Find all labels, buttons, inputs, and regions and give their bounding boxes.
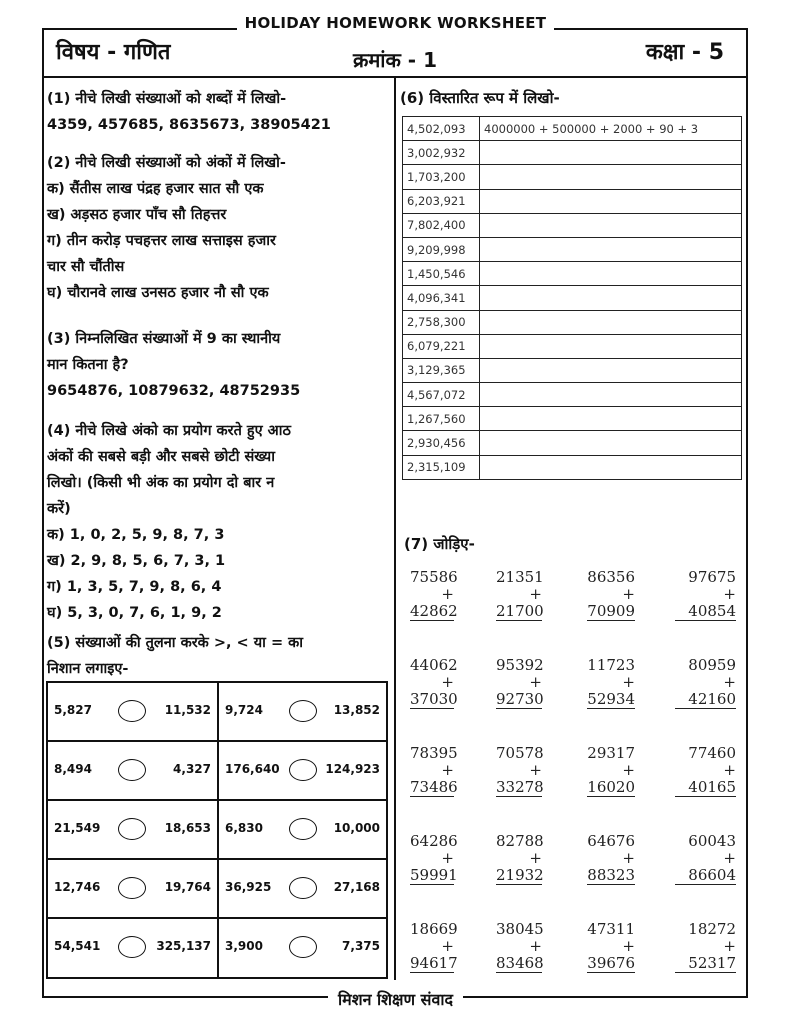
addend-top: 97675 bbox=[688, 568, 736, 586]
table-cell-number: 6,203,921 bbox=[403, 189, 480, 213]
comparison-cell bbox=[219, 860, 386, 917]
table-cell-number: 1,450,546 bbox=[403, 262, 480, 286]
addition-problem bbox=[587, 657, 635, 709]
addend-top: 75586 bbox=[410, 568, 458, 586]
expanded-form-table bbox=[402, 116, 742, 480]
addend-bottom: 37030 bbox=[410, 690, 458, 708]
comparison-right-value: 18,653 bbox=[164, 821, 211, 835]
comparison-right-value: 7,375 bbox=[342, 939, 380, 953]
addition-problem bbox=[587, 745, 635, 797]
q3-numbers: 9654876, 10879632, 48752935 bbox=[47, 383, 301, 399]
table-cell-expanded[interactable] bbox=[480, 455, 742, 479]
table-cell-expanded[interactable] bbox=[480, 407, 742, 431]
comparison-row bbox=[48, 742, 386, 801]
table-row bbox=[403, 358, 742, 382]
comparison-left-value: 9,724 bbox=[225, 703, 263, 717]
comparison-right-value: 27,168 bbox=[333, 880, 380, 894]
q2-item-c-line1: ग) तीन करोड़ पचहत्तर लाख सत्ताइस हजार bbox=[47, 233, 276, 249]
addend-bottom: 33278 bbox=[496, 778, 544, 796]
comparison-right-value: 325,137 bbox=[156, 939, 211, 953]
addend-top: 80959 bbox=[688, 656, 736, 674]
table-row bbox=[403, 407, 742, 431]
plus-sign: + bbox=[529, 673, 542, 691]
subject-label: विषय - गणित bbox=[56, 40, 171, 65]
plus-sign: + bbox=[529, 937, 542, 955]
comparison-left-value: 5,827 bbox=[54, 703, 92, 717]
comparison-cell bbox=[48, 801, 217, 858]
table-row bbox=[403, 310, 742, 334]
comparison-grid bbox=[46, 681, 388, 979]
table-row bbox=[403, 213, 742, 237]
table-row bbox=[403, 189, 742, 213]
addend-bottom: 52934 bbox=[587, 690, 635, 708]
addend-bottom: 86604 bbox=[688, 866, 736, 884]
addition-problem bbox=[675, 745, 736, 797]
comparison-cell bbox=[48, 860, 217, 917]
addition-problem bbox=[675, 921, 736, 973]
table-cell-number: 1,267,560 bbox=[403, 407, 480, 431]
table-cell-expanded[interactable] bbox=[480, 262, 742, 286]
serial-label: क्रमांक - 1 bbox=[352, 48, 437, 72]
addition-problem bbox=[410, 832, 458, 885]
comparison-circle[interactable] bbox=[118, 818, 146, 840]
addend-top: 95392 bbox=[496, 656, 544, 674]
comparison-right-value: 13,852 bbox=[333, 703, 380, 717]
q4-title-line3: लिखो। (किसी भी अंक का प्रयोग दो बार न bbox=[47, 475, 275, 491]
q4-title-line1: (4) नीचे लिखे अंको का प्रयोग करते हुए आठ bbox=[47, 423, 291, 439]
table-row bbox=[403, 383, 742, 407]
plus-sign: + bbox=[441, 761, 454, 779]
plus-sign: + bbox=[441, 673, 454, 691]
table-cell-expanded[interactable] bbox=[480, 334, 742, 358]
table-cell-expanded[interactable] bbox=[480, 286, 742, 310]
addend-bottom: 83468 bbox=[496, 954, 544, 972]
table-cell-number: 4,502,093 bbox=[403, 117, 480, 141]
table-cell-number: 7,802,400 bbox=[403, 213, 480, 237]
comparison-circle[interactable] bbox=[118, 936, 146, 958]
table-cell-expanded[interactable] bbox=[480, 358, 742, 382]
q2-title: (2) नीचे लिखी संख्याओं को अंकों में लिखो- bbox=[47, 155, 286, 171]
table-cell-expanded[interactable] bbox=[480, 237, 742, 261]
addend-bottom: 73486 bbox=[410, 778, 458, 796]
plus-sign: + bbox=[441, 937, 454, 955]
addition-problem bbox=[410, 568, 458, 621]
plus-sign: + bbox=[622, 761, 635, 779]
q2-item-b: ख) अड़सठ हजार पाँच सौ तिहत्तर bbox=[47, 207, 227, 223]
question-5 bbox=[47, 630, 303, 682]
addition-problem bbox=[587, 569, 635, 621]
addend-bottom: 92730 bbox=[496, 690, 544, 708]
q7-title: (7) जोड़िए- bbox=[404, 535, 475, 553]
comparison-left-value: 176,640 bbox=[225, 762, 280, 776]
comparison-left-value: 36,925 bbox=[225, 880, 272, 894]
comparison-left-value: 3,900 bbox=[225, 939, 263, 953]
comparison-right-value: 124,923 bbox=[325, 762, 380, 776]
table-cell-number: 1,703,200 bbox=[403, 165, 480, 189]
worksheet-title: HOLIDAY HOMEWORK WORKSHEET bbox=[0, 14, 791, 32]
addition-problem bbox=[496, 657, 542, 709]
addend-top: 11723 bbox=[587, 656, 635, 674]
addend-bottom: 39676 bbox=[587, 954, 635, 972]
comparison-circle[interactable] bbox=[289, 877, 317, 899]
addend-bottom: 40854 bbox=[688, 602, 736, 620]
comparison-circle[interactable] bbox=[118, 759, 146, 781]
addition-problem bbox=[587, 833, 635, 885]
comparison-cell bbox=[219, 919, 386, 976]
q5-title-line1: (5) संख्याओं की तुलना करके >, < या = का bbox=[47, 635, 304, 651]
plus-sign: + bbox=[622, 937, 635, 955]
addend-top: 77460 bbox=[688, 744, 736, 762]
addend-bottom: 88323 bbox=[587, 866, 635, 884]
addition-problem bbox=[410, 920, 458, 973]
comparison-cell bbox=[219, 683, 386, 740]
q1-title: (1) नीचे लिखी संख्याओं को शब्दों में लिखो- bbox=[47, 91, 287, 107]
addend-bottom: 70909 bbox=[587, 602, 635, 620]
question-3 bbox=[47, 326, 300, 404]
addition-problem bbox=[496, 921, 542, 973]
table-row bbox=[403, 117, 742, 141]
comparison-left-value: 54,541 bbox=[54, 939, 101, 953]
q2-item-c-line2: चार सौ चौंतीस bbox=[47, 259, 125, 275]
comparison-right-value: 11,532 bbox=[164, 703, 211, 717]
q2-item-d: घ) चौरानवे लाख उनसठ हजार नौ सौ एक bbox=[47, 285, 269, 301]
comparison-cell bbox=[48, 919, 217, 976]
q4-item-a: क) 1, 0, 2, 5, 9, 8, 7, 3 bbox=[47, 527, 225, 543]
plus-sign: + bbox=[529, 761, 542, 779]
addend-bottom: 42862 bbox=[410, 602, 458, 620]
comparison-right-value: 19,764 bbox=[164, 880, 211, 894]
comparison-right-value: 10,000 bbox=[333, 821, 380, 835]
comparison-cell bbox=[48, 683, 217, 740]
q1-numbers: 4359, 457685, 8635673, 38905421 bbox=[47, 117, 331, 133]
addend-top: 47311 bbox=[587, 920, 635, 938]
plus-sign: + bbox=[723, 849, 736, 867]
comparison-circle[interactable] bbox=[289, 700, 317, 722]
addition-problem bbox=[675, 833, 736, 885]
table-cell-expanded[interactable] bbox=[480, 431, 742, 455]
plus-sign: + bbox=[622, 585, 635, 603]
comparison-circle[interactable] bbox=[118, 700, 146, 722]
table-row bbox=[403, 165, 742, 189]
addition-problem bbox=[496, 569, 542, 621]
comparison-circle[interactable] bbox=[289, 818, 317, 840]
table-row bbox=[403, 262, 742, 286]
comparison-circle[interactable] bbox=[289, 936, 317, 958]
table-cell-number: 2,758,300 bbox=[403, 310, 480, 334]
table-cell-expanded[interactable]: 4000000 + 500000 + 2000 + 90 + 3 bbox=[480, 117, 742, 141]
comparison-row bbox=[48, 801, 386, 860]
plus-sign: + bbox=[723, 673, 736, 691]
addend-top: 21351 bbox=[496, 568, 544, 586]
addition-problem bbox=[587, 921, 635, 973]
table-cell-number: 2,315,109 bbox=[403, 455, 480, 479]
table-cell-expanded[interactable] bbox=[480, 213, 742, 237]
addend-bottom: 94617 bbox=[410, 954, 458, 972]
addend-top: 38045 bbox=[496, 920, 544, 938]
table-cell-number: 6,079,221 bbox=[403, 334, 480, 358]
addition-problem bbox=[675, 657, 736, 709]
addition-problem bbox=[675, 569, 736, 621]
plus-sign: + bbox=[529, 849, 542, 867]
comparison-row bbox=[48, 860, 386, 919]
addend-top: 64286 bbox=[410, 832, 458, 850]
addend-top: 70578 bbox=[496, 744, 544, 762]
plus-sign: + bbox=[529, 585, 542, 603]
comparison-cell bbox=[48, 742, 217, 799]
addend-bottom: 16020 bbox=[587, 778, 635, 796]
comparison-cell bbox=[219, 801, 386, 858]
addition-problem bbox=[410, 744, 458, 797]
plus-sign: + bbox=[723, 761, 736, 779]
q2-item-a: क) सैंतीस लाख पंद्रह हजार सात सौ एक bbox=[47, 181, 264, 197]
class-label: कक्षा - 5 bbox=[645, 40, 724, 65]
table-row bbox=[403, 455, 742, 479]
question-2 bbox=[47, 150, 286, 306]
q4-item-b: ख) 2, 9, 8, 5, 6, 7, 3, 1 bbox=[47, 553, 226, 569]
comparison-right-value: 4,327 bbox=[173, 762, 211, 776]
addend-bottom: 52317 bbox=[688, 954, 736, 972]
addend-top: 60043 bbox=[688, 832, 736, 850]
table-row bbox=[403, 431, 742, 455]
table-cell-number: 2,930,456 bbox=[403, 431, 480, 455]
addend-top: 78395 bbox=[410, 744, 458, 762]
table-cell-expanded[interactable] bbox=[480, 165, 742, 189]
table-cell-expanded[interactable] bbox=[480, 141, 742, 165]
table-cell-number: 3,002,932 bbox=[403, 141, 480, 165]
comparison-left-value: 21,549 bbox=[54, 821, 101, 835]
addend-top: 29317 bbox=[587, 744, 635, 762]
addend-top: 86356 bbox=[587, 568, 635, 586]
comparison-circle[interactable] bbox=[118, 877, 146, 899]
plus-sign: + bbox=[441, 849, 454, 867]
comparison-circle[interactable] bbox=[289, 759, 317, 781]
plus-sign: + bbox=[622, 849, 635, 867]
plus-sign: + bbox=[622, 673, 635, 691]
comparison-left-value: 6,830 bbox=[225, 821, 263, 835]
comparison-row bbox=[48, 919, 386, 978]
comparison-cell bbox=[219, 742, 386, 799]
addend-top: 64676 bbox=[587, 832, 635, 850]
table-cell-expanded[interactable] bbox=[480, 189, 742, 213]
q4-item-d: घ) 5, 3, 0, 7, 6, 1, 9, 2 bbox=[47, 605, 222, 621]
addition-problem bbox=[410, 656, 458, 709]
table-cell-number: 3,129,365 bbox=[403, 358, 480, 382]
q4-title-line2: अंकों की सबसे बड़ी और सबसे छोटी संख्या bbox=[47, 449, 275, 465]
q3-title-line2: मान कितना है? bbox=[47, 357, 129, 373]
table-row bbox=[403, 141, 742, 165]
addend-top: 18669 bbox=[410, 920, 458, 938]
plus-sign: + bbox=[723, 937, 736, 955]
plus-sign: + bbox=[723, 585, 736, 603]
addition-problem bbox=[496, 833, 542, 885]
comparison-row bbox=[48, 683, 386, 742]
table-cell-expanded[interactable] bbox=[480, 383, 742, 407]
q6-title: (6) विस्तारित रूप में लिखो- bbox=[400, 89, 560, 107]
addend-bottom: 59991 bbox=[410, 866, 458, 884]
table-cell-expanded[interactable] bbox=[480, 310, 742, 334]
footer-brand: मिशन शिक्षण संवाद bbox=[0, 988, 791, 1010]
plus-sign: + bbox=[441, 585, 454, 603]
addition-problem bbox=[496, 745, 542, 797]
addend-top: 82788 bbox=[496, 832, 544, 850]
q3-title-line1: (3) निम्नलिखित संख्याओं में 9 का स्थानीय bbox=[47, 331, 281, 347]
addend-top: 44062 bbox=[410, 656, 458, 674]
addend-bottom: 21700 bbox=[496, 602, 544, 620]
table-cell-number: 4,567,072 bbox=[403, 383, 480, 407]
addend-top: 18272 bbox=[688, 920, 736, 938]
question-1 bbox=[47, 86, 331, 138]
q5-title-line2: निशान लगाइए- bbox=[47, 661, 129, 677]
q4-item-c: ग) 1, 3, 5, 7, 9, 8, 6, 4 bbox=[47, 579, 222, 595]
table-row bbox=[403, 286, 742, 310]
table-row bbox=[403, 237, 742, 261]
table-cell-number: 4,096,341 bbox=[403, 286, 480, 310]
question-4 bbox=[47, 418, 291, 626]
table-cell-number: 9,209,998 bbox=[403, 237, 480, 261]
addend-bottom: 40165 bbox=[688, 778, 736, 796]
addend-bottom: 21932 bbox=[496, 866, 544, 884]
q4-title-line4: करें) bbox=[47, 501, 71, 517]
worksheet-header bbox=[42, 28, 748, 78]
column-divider bbox=[394, 78, 396, 980]
addend-bottom: 42160 bbox=[688, 690, 736, 708]
comparison-left-value: 8,494 bbox=[54, 762, 92, 776]
table-row bbox=[403, 334, 742, 358]
comparison-left-value: 12,746 bbox=[54, 880, 101, 894]
